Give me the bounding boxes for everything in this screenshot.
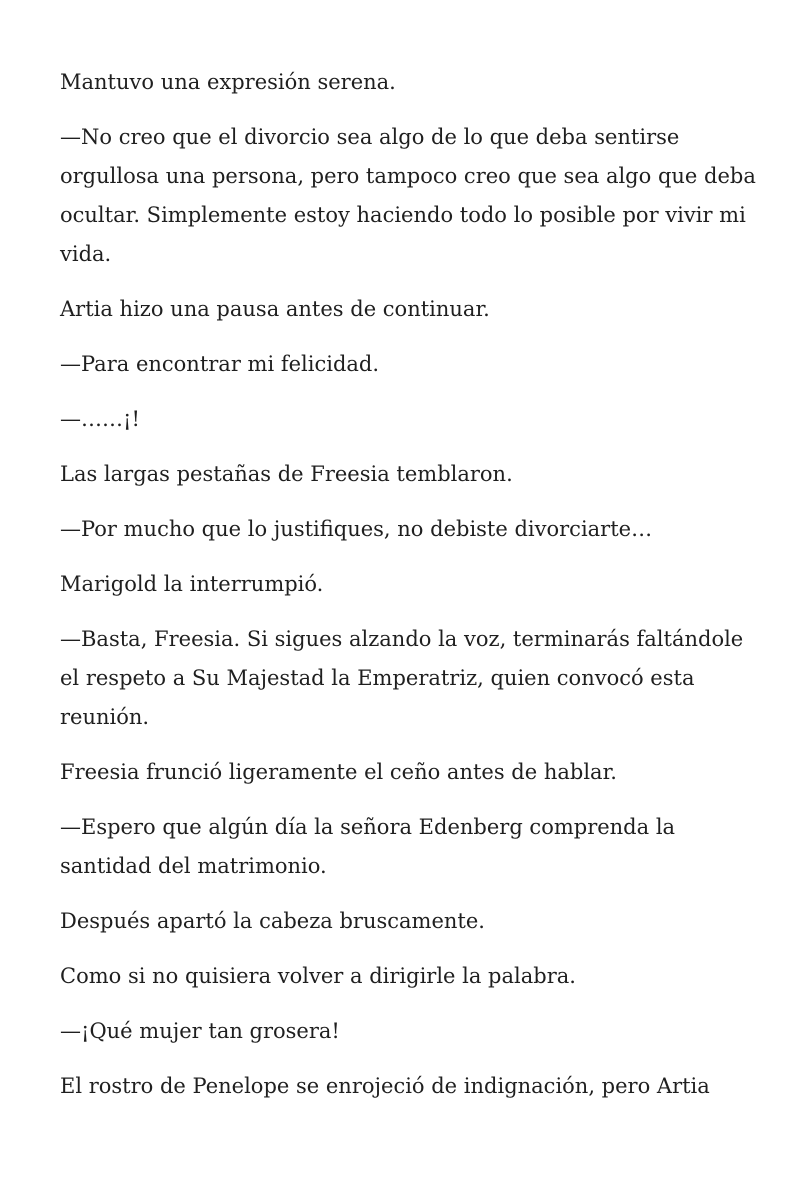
paragraph: —……¡!: [60, 407, 140, 431]
paragraph: —No creo que el divorcio sea algo de lo que deba sentirse orgullosa una persona, pero tampoco creo que sea algo que deba ocultar. Simplemente estoy haciendo todo lo posible por vivir mi vida.: [60, 125, 756, 266]
paragraph: —Espero que algún día la señora Edenberg comprenda la santidad del matrimonio.: [60, 815, 676, 878]
paragraph: El rostro de Penelope se enrojeció de indignación, pero Artia: [60, 1074, 710, 1098]
paragraph: Como si no quisiera volver a dirigirle la palabra.: [60, 964, 576, 988]
paragraph: Artia hizo una pausa antes de continuar.: [60, 297, 490, 321]
paragraph: —Por mucho que lo justifiques, no debiste divorciarte…: [60, 517, 653, 541]
paragraph: Después apartó la cabeza bruscamente.: [60, 909, 485, 933]
paragraph: Freesia frunció ligeramente el ceño antes de hablar.: [60, 760, 617, 784]
paragraph: —Basta, Freesia. Si sigues alzando la voz, terminarás faltándole el respeto a Su Majestad la Emperatriz, quien convocó esta reunión.: [60, 627, 744, 729]
paragraph: Marigold la interrumpió.: [60, 572, 324, 596]
paragraph: —¡Qué mujer tan grosera!: [60, 1019, 340, 1043]
paragraph: —Para encontrar mi felicidad.: [60, 352, 380, 376]
paragraph: Mantuvo una expresión serena.: [60, 70, 396, 94]
paragraph: Las largas pestañas de Freesia temblaron.: [60, 462, 513, 486]
